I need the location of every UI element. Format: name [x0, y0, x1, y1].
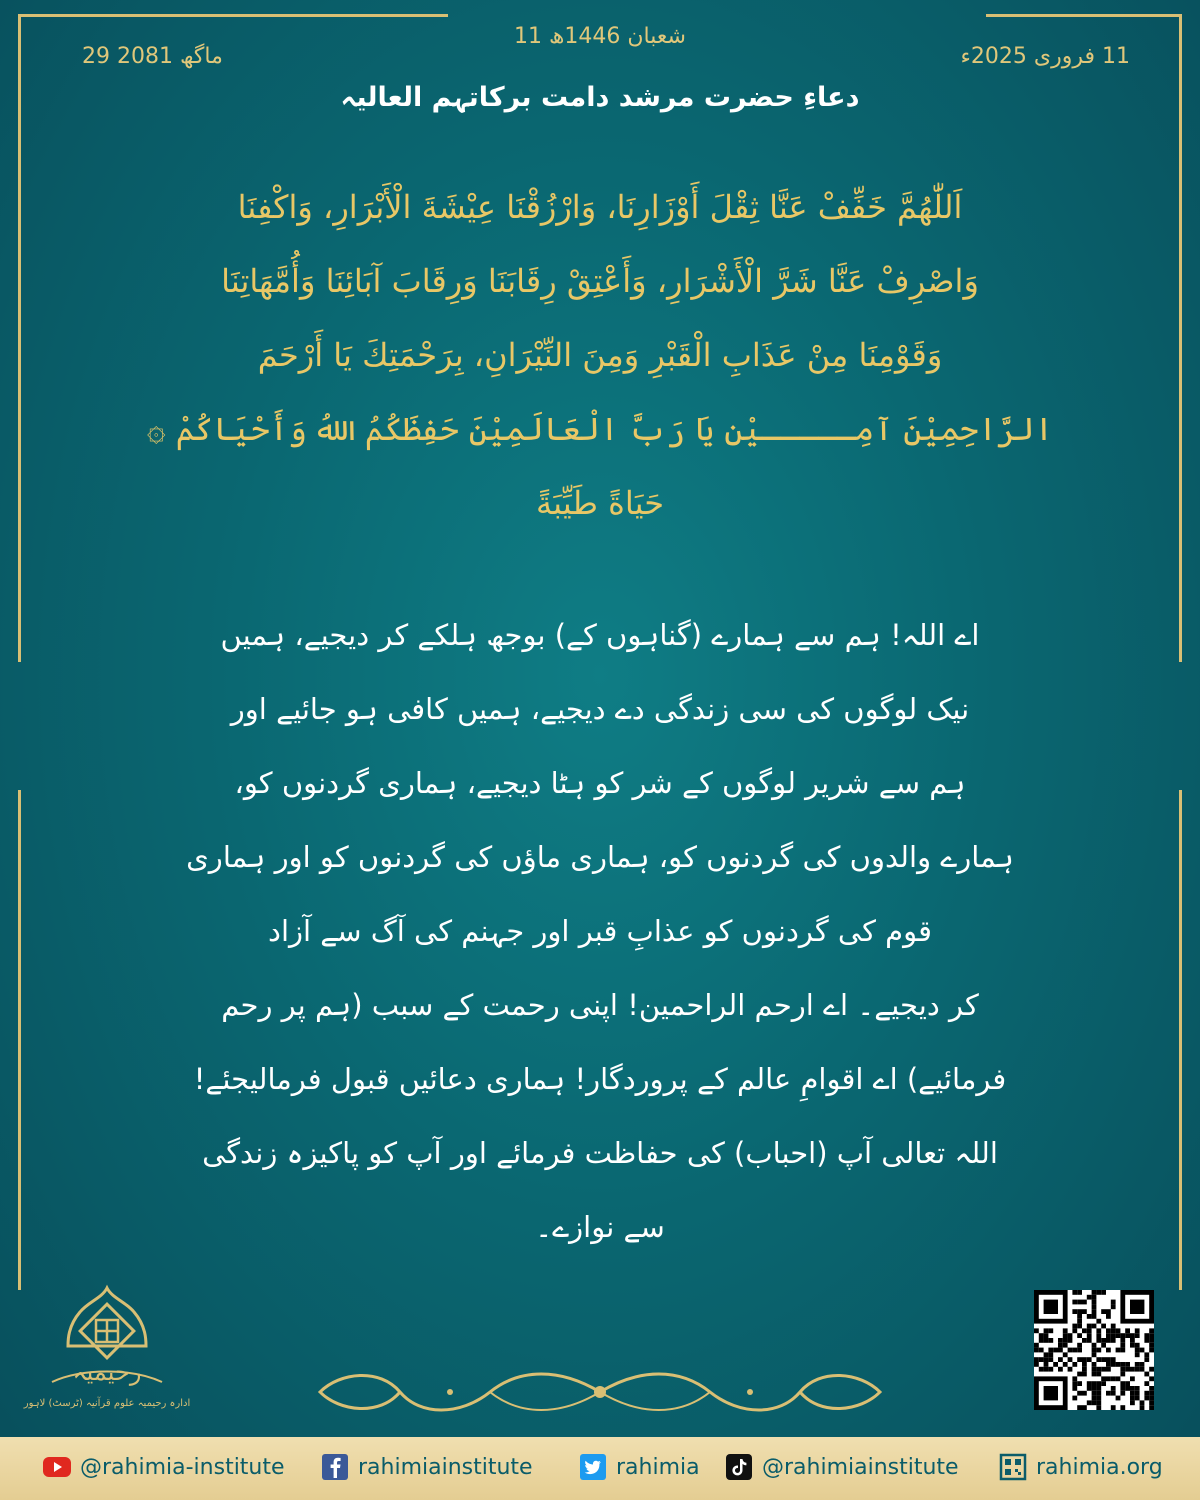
- facebook-link[interactable]: [320, 1453, 533, 1481]
- arabic-dua-line: حَيَاةً طَيِّبَةً: [535, 484, 665, 522]
- page-title: دعاءِ حضرت مرشد دامت برکاتہم العالیہ: [340, 82, 860, 113]
- arabic-dua-line: وَاصْرِفْ عَنَّا شَرَّ الْأَشْرَارِ، وَأَعْتِقْ رِقَابَنَا وَرِقَابَ آبَائِنَا وَأُمَّهَاتِنَا: [221, 262, 979, 300]
- frame-left-lower: [18, 790, 21, 1290]
- urdu-translation-line: اللہ تعالی آپ (احباب) کی حفاظت فرمائے اور آپ کو پاکیزہ زندگی: [202, 1136, 998, 1170]
- gregorian-date: 11 فروری 2025ء: [960, 44, 1130, 69]
- footer-bar: [0, 1437, 1200, 1500]
- twitter-link[interactable]: [578, 1453, 700, 1481]
- twitter-icon: [578, 1453, 608, 1481]
- bikrami-date: 29 ماگھ 2081: [82, 44, 223, 69]
- ornament-divider: [300, 1362, 900, 1422]
- qr-code-icon[interactable]: [1034, 1290, 1154, 1410]
- hijri-date: 11 شعبان 1446ھ: [514, 24, 686, 49]
- urdu-translation-line: کر دیجیے۔ اے ارحم الراحمین! اپنی رحمت کے سبب (ہم پر رحم: [221, 988, 979, 1022]
- urdu-translation-line: ہم سے شریر لوگوں کے شر کو ہٹا دیجیے، ہماری گردنوں کو،: [234, 766, 966, 800]
- youtube-icon: [42, 1453, 72, 1481]
- arabic-dua-line: اَللّٰهُمَّ خَفِّفْ عَنَّا ثِقْلَ أَوْزَارِنَا، وَارْزُقْنَا عِيْشَةَ الْأَبْرَارِ، وَاكْفِنَا: [237, 188, 963, 226]
- logo-wordmark: رحیمیہ: [72, 1358, 142, 1386]
- arabic-dua-line: وَقَوْمِنَا مِنْ عَذَابِ الْقَبْرِ وَمِنَ النِّيْرَانِ، بِرَحْمَتِكَ يَا أَرْحَمَ: [257, 336, 943, 374]
- urdu-translation: [150, 598, 1050, 1264]
- tiktok-handle: @rahimiainstitute: [762, 1454, 959, 1480]
- website-url: rahimia.org: [1036, 1454, 1163, 1480]
- facebook-handle: rahimiainstitute: [358, 1454, 533, 1480]
- urdu-translation-line: ہمارے والدوں کی گردنوں کو، ہماری ماؤں کی گردنوں کو اور ہماری: [186, 840, 1014, 874]
- urdu-translation-line: اے اللہ! ہم سے ہمارے (گناہوں کے) بوجھ ہلکے کر دیجیے، ہمیں: [220, 618, 980, 652]
- arabic-dua-line: الرَّاحِمِيْنَ آمِـــــيْن يَا رَبَّ الْعَالَمِيْنَ حَفِظَكُمُ اللهُ وَأَحْيَاكُمْ ۞: [146, 410, 1054, 448]
- frame-right-lower: [1179, 790, 1182, 1290]
- qr-small-icon: [998, 1453, 1028, 1481]
- urdu-translation-line: فرمائیے) اے اقوامِ عالم کے پروردگار! ہماری دعائیں قبول فرمالیجئے!: [193, 1062, 1007, 1096]
- youtube-link[interactable]: [42, 1453, 285, 1481]
- facebook-icon: [320, 1453, 350, 1481]
- urdu-translation-line: سے نوازے۔: [535, 1210, 665, 1244]
- arabic-dua: [130, 170, 1070, 540]
- tiktok-icon: [724, 1453, 754, 1481]
- frame-top-right: [986, 14, 1182, 17]
- urdu-translation-line: قوم کی گردنوں کو عذابِ قبر اور جہنم کی آگ سے آزاد: [268, 914, 932, 948]
- website-link[interactable]: [998, 1453, 1163, 1481]
- tiktok-link[interactable]: [724, 1453, 959, 1481]
- rahimia-logo-icon: [23, 1282, 191, 1418]
- twitter-handle: rahimia: [616, 1454, 700, 1480]
- youtube-handle: @rahimia-institute: [80, 1454, 285, 1480]
- urdu-translation-line: نیک لوگوں کی سی زندگی دے دیجیے، ہمیں کافی ہو جائیے اور: [230, 692, 970, 726]
- frame-top-left: [18, 14, 448, 17]
- logo-subtitle: ادارہ رحیمیہ علوم قرآنیہ (ٹرسٹ) لاہور: [23, 1398, 191, 1409]
